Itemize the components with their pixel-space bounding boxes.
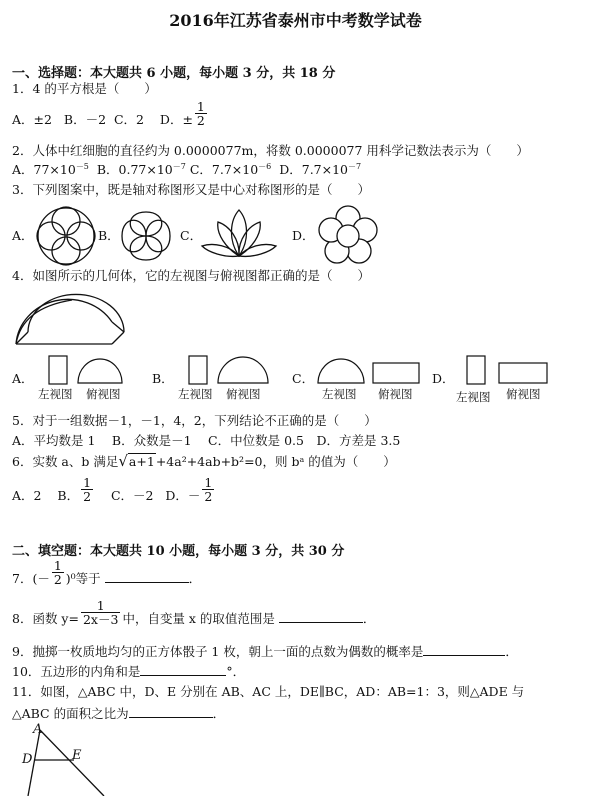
q6-option-c[interactable]: C．－2 [110, 488, 154, 503]
q11-answer-blank[interactable] [129, 705, 213, 718]
q11-line1: 11．如图，△ABC 中，D、E 分别在 AB、AC 上，DE∥BC，AD：AB=1：3，则△ADE 与 [12, 684, 525, 699]
q4-option-c[interactable]: C． [292, 371, 315, 386]
q1-options [12, 99, 209, 128]
q7-answer-blank[interactable] [105, 570, 189, 583]
four-circle-ring-figure [36, 206, 96, 266]
q4a-left-view-label: 左视图 [38, 387, 73, 401]
q4a-left-view-rect [48, 355, 68, 387]
q8-answer-blank[interactable] [279, 610, 363, 623]
q10: 10．五边形的内角和是 °． [12, 664, 246, 679]
q9-answer-blank[interactable] [423, 643, 505, 656]
q1-option-a[interactable]: A．±2 [12, 112, 52, 127]
q4d-left-view-rect [466, 355, 486, 387]
section-fill-heading: 二、填空题：本大题共 10 小题，每小题 3 分，共 30 分 [12, 544, 345, 559]
point-e-label: E [72, 748, 82, 763]
q5-stem: 5．对于一组数据－1，－1，4，2，下列结论不正确的是（ ） [12, 413, 377, 428]
q4d-top-view-rect [498, 362, 550, 386]
q3-option-b[interactable]: B． [98, 228, 120, 243]
flower-figure [316, 204, 380, 268]
q3-stem: 3．下列图案中，既是轴对称图形又是中心对称图形的是（ ） [12, 182, 370, 197]
q2-options [12, 162, 361, 178]
q4-option-d[interactable]: D． [432, 371, 455, 386]
q5-options[interactable]: A．平均数是 1 B．众数是－1 C．中位数是 0.5 D．方差是 3.5 [12, 433, 401, 448]
section-choice-heading: 一、选择题：本大题共 6 小题，每小题 3 分，共 18 分 [12, 66, 336, 81]
q10-answer-blank[interactable] [140, 663, 226, 676]
q6-option-d[interactable]: D．－ $\frac{1}{2}$ [165, 475, 213, 504]
q8: 8．函数 y= $\frac{1}{2x-3}$ 中，自变量 x 的取值范围是 ． [12, 598, 376, 627]
q1-option-c[interactable]: C．2 [113, 112, 145, 127]
q2-stem: 2．人体中红细胞的直径约为 0.0000077m，将数 0.0000077 用科学记数法表示为（ ） [12, 143, 529, 158]
q4c-left-view-label: 左视图 [322, 387, 357, 401]
q4b-top-view-semicircle [216, 355, 270, 385]
q1-option-b[interactable]: B．－2 [63, 112, 107, 127]
q4a-top-view-label: 俯视图 [86, 387, 121, 401]
q4b-left-view-rect [188, 355, 208, 387]
half-cylinder-solid [12, 288, 130, 350]
q4-stem: 4．如图所示的几何体，它的左视图与俯视图都正确的是（ ） [12, 268, 370, 283]
q6-options [12, 475, 216, 504]
exam-title: 2016年江苏省泰州市中考数学试卷 [169, 11, 422, 30]
lotus-figure [200, 206, 278, 266]
q1-option-d[interactable]: D．± $\frac{1}{2}$ [159, 99, 205, 128]
q4c-top-view-rect [372, 362, 422, 386]
q6-stem: 6．实数 a、b 满足√a+1+4a²+4ab+b²=0，则 bᵃ 的值为（ ） [12, 452, 396, 470]
q3-option-c[interactable]: C． [180, 228, 203, 243]
q2-option-b[interactable]: B．$0.77\times 10^{-7}$ [96, 162, 186, 177]
q4-option-b[interactable]: B． [152, 371, 174, 386]
q9: 9．抛掷一枚质地均匀的正方体骰子 1 枚，朝上一面的点数为偶数的概率是 ． [12, 644, 518, 659]
q2-option-c[interactable]: C．$7.7\times 10^{-6}$ [189, 162, 272, 177]
q6-option-a[interactable]: A．2 [12, 488, 42, 503]
q4b-top-view-label: 俯视图 [226, 387, 261, 401]
q4-option-a[interactable]: A． [12, 371, 34, 386]
q7: 7．(－ $\frac{1}{2}$ )⁰等于 ． [12, 558, 202, 587]
q2-option-a[interactable]: A．$77\times 10^{-5}$ [12, 162, 89, 177]
q11-line2: △ABC 的面积之比为 ． [12, 706, 226, 721]
q4c-left-view-semicircle [316, 357, 366, 385]
q3-option-d[interactable]: D． [292, 228, 315, 243]
q2-option-d[interactable]: D．$7.7\times 10^{-7}$ [279, 162, 362, 177]
q4b-left-view-label: 左视图 [178, 387, 213, 401]
q6-option-b[interactable]: B． $\frac{1}{2}$ [57, 475, 92, 504]
vertex-a-label: A [33, 722, 43, 737]
q1-stem: 1．4 的平方根是（ ） [12, 81, 157, 96]
point-d-label: D [22, 752, 33, 767]
q4a-top-view-semicircle [76, 357, 124, 385]
four-leaf-figure [116, 206, 176, 266]
q4d-top-view-label: 俯视图 [506, 387, 541, 401]
q4d-left-view-label: 左视图 [456, 390, 491, 404]
q3-option-a[interactable]: A． [12, 228, 34, 243]
q4c-top-view-label: 俯视图 [378, 387, 413, 401]
